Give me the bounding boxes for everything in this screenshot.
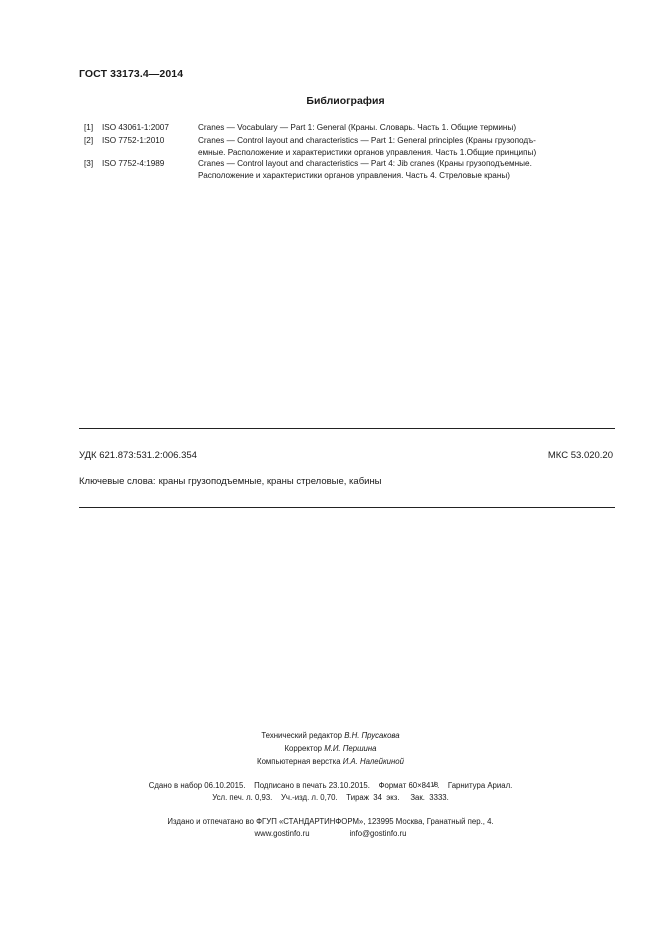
credit-name: И.А. Налейкиной [342, 757, 404, 766]
bibliography-title [0, 95, 661, 107]
bibliography-item-2 [84, 135, 624, 159]
keywords-value: краны грузоподъемные, краны стреловые, кабины [158, 476, 382, 487]
reference-number: [2] [84, 136, 94, 145]
credit-role: Технический редактор [261, 731, 343, 740]
reference-number: [1] [84, 123, 94, 132]
print-info-line1-end: . Гарнитура Ариал. [437, 781, 513, 790]
reference-description-line1: Cranes — Control layout and characteristics — Part 4: Jib cranes (Краны грузоподъемные. [198, 159, 532, 168]
credit-name: В.Н. Прусакова [344, 731, 400, 740]
reference-code: ISO 7752-4:1989 [102, 159, 165, 168]
reference-code: ISO 7752-1:2010 [102, 136, 165, 145]
print-info-line1 [0, 780, 661, 792]
bibliography-item-1 [84, 122, 624, 134]
reference-number: [3] [84, 159, 94, 168]
credit-technical-editor [0, 729, 661, 742]
credit-role: Компьютерная верстка [257, 757, 341, 766]
publisher-contacts [0, 828, 661, 840]
credits [0, 729, 661, 768]
credit-proofreader [0, 742, 661, 755]
bibliography-title-text: Библиография [306, 95, 385, 107]
keywords [79, 476, 382, 487]
credit-layout [0, 755, 661, 768]
keywords-label: Ключевые слова: [79, 476, 156, 487]
publisher-website[interactable]: www.gostinfo.ru [254, 829, 310, 838]
bottom-divider [79, 507, 615, 508]
reference-description-line1: Cranes — Vocabulary — Part 1: General (Краны. Словарь. Часть 1. Общие термины) [198, 123, 517, 132]
reference-description [198, 158, 616, 181]
print-info [0, 780, 661, 804]
reference-description-line1: Cranes — Control layout and characteristics — Part 1: General principles (Краны грузоподъ- [198, 136, 536, 145]
publisher-email[interactable]: info@gostinfo.ru [349, 829, 407, 838]
reference-description-line2: емные. Расположение и характеристики органов управления. Часть 1.Общие принципы) [198, 147, 537, 157]
reference-description-line2: Расположение и характеристики органов управления. Часть 4. Стреловые краны) [198, 170, 510, 180]
udc-code: УДК 621.873:531.2:006.354 [79, 450, 197, 461]
reference-description [198, 122, 616, 134]
print-info-line2: Усл. печ. л. 0,93. Уч.-изд. л. 0,70. Тираж 34 экз. Зак. 3333. [212, 793, 449, 802]
publisher-line: Издано и отпечатано во ФГУП «СТАНДАРТИНФОРМ», 123995 Москва, Гранатный пер., 4. [167, 817, 494, 826]
print-info-line1-start: Сдано в набор 06.10.2015. Подписано в печать 23.10.2015. Формат 60×84 [148, 781, 431, 790]
standard-code: ГОСТ 33173.4—2014 [79, 68, 184, 80]
credit-name: М.И. Першина [324, 744, 377, 753]
format-fraction: 1/8 [430, 782, 438, 789]
reference-code: ISO 43061-1:2007 [102, 123, 169, 132]
reference-description [198, 135, 616, 158]
credit-role: Корректор [284, 744, 323, 753]
top-divider [79, 428, 615, 429]
mks-code: МКС 53.020.20 [547, 450, 613, 461]
bibliography-item-3 [84, 158, 624, 182]
publisher-info [0, 816, 661, 840]
